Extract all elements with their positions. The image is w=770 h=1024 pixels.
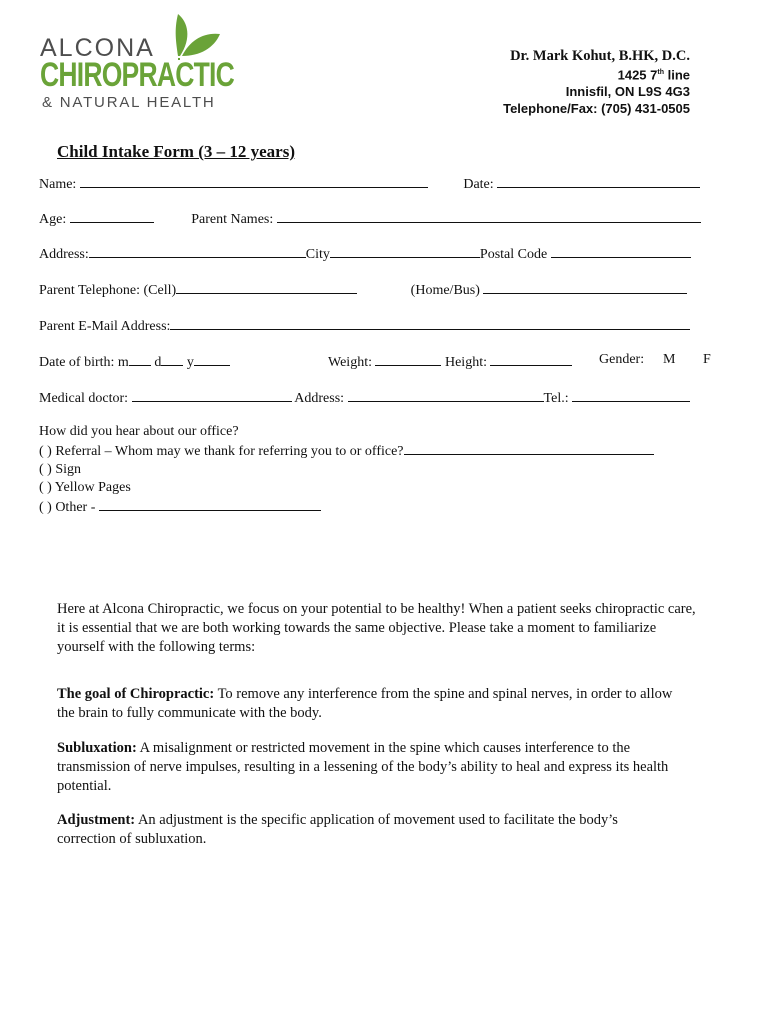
- clinic-address: 1425 7th line: [617, 67, 690, 83]
- name-field[interactable]: [80, 174, 428, 188]
- leaf-icon: [170, 12, 226, 60]
- clinic-phone: Telephone/Fax: (705) 431-0505: [503, 101, 690, 117]
- dob-y-label: y: [186, 355, 194, 370]
- term-adjustment-title: Adjustment:: [57, 812, 136, 828]
- doctor-address-field[interactable]: [348, 388, 544, 402]
- doctor-tel-label: Tel.:: [543, 391, 569, 406]
- date-label: Date:: [463, 177, 494, 192]
- referral-option-yellow-pages[interactable]: ( ) Yellow Pages: [39, 480, 131, 495]
- age-row: [39, 209, 719, 228]
- logo-alcona: ALCONA: [40, 34, 155, 62]
- term-adjustment: Adjustment: An adjustment is the specific application of movement used to facilitate the body’s correction of subluxation.: [57, 812, 618, 847]
- email-label: Parent E-Mail Address:: [39, 319, 171, 334]
- gender-m-option[interactable]: M: [663, 352, 676, 367]
- doctor-name: Dr. Mark Kohut, B.HK, D.C.: [510, 48, 690, 64]
- height-field[interactable]: [490, 352, 572, 366]
- address-row: [39, 244, 719, 263]
- intro-paragraph: Here at Alcona Chiropractic, we focus on your potential to be healthy! When a patient seeks chiropractic care, it is essential that we are both working towards the same objective. Please take a moment to familiarize yourself with the following terms:: [57, 601, 696, 655]
- dob-day-field[interactable]: [161, 352, 183, 366]
- term-subluxation: Subluxation: A misalignment or restricted movement in the spine which causes interference to the transmission of nerve impulses, resulting in a lessening of the body’s ability to heal and express its health potential.: [57, 740, 669, 794]
- email-field[interactable]: [170, 316, 690, 330]
- gender-f-option[interactable]: F: [703, 352, 711, 367]
- age-label: Age:: [39, 212, 67, 227]
- dob-d-label: d: [154, 355, 162, 370]
- address-field[interactable]: [89, 244, 306, 258]
- postal-field[interactable]: [551, 244, 691, 258]
- weight-label: Weight:: [328, 355, 372, 370]
- date-field[interactable]: [497, 174, 700, 188]
- email-row: [39, 316, 719, 335]
- logo: [40, 12, 234, 112]
- dob-month-field[interactable]: [129, 352, 151, 366]
- referral-question: How did you hear about our office?: [39, 424, 239, 439]
- name-row: [39, 174, 719, 193]
- clinic-header: [390, 47, 690, 117]
- dob-year-field[interactable]: [194, 352, 230, 366]
- referral-option-referral[interactable]: ( ) Referral – Whom may we thank for referring you to or office?: [39, 441, 719, 461]
- address-label: Address:: [39, 247, 89, 262]
- logo-chiropractic: CHIROPRACTIC: [40, 56, 234, 94]
- referral-option-sign[interactable]: ( ) Sign: [39, 462, 81, 477]
- medical-doctor-field[interactable]: [132, 388, 292, 402]
- phone-row: [39, 280, 719, 299]
- parent-names-field[interactable]: [277, 209, 701, 223]
- doctor-address-label: Address:: [294, 391, 345, 406]
- weight-row: [328, 352, 572, 371]
- postal-label: Postal Code: [479, 247, 548, 262]
- term-goal-title: The goal of Chiropractic:: [57, 686, 215, 702]
- form-title: Child Intake Form (3 – 12 years): [57, 142, 295, 161]
- parent-tel-label: Parent Telephone: (Cell): [39, 283, 177, 298]
- height-label: Height:: [444, 355, 487, 370]
- referral-section: [39, 423, 719, 517]
- logo-natural-health: & NATURAL HEALTH: [42, 94, 216, 111]
- parent-tel-field[interactable]: [176, 280, 357, 294]
- city-label: City: [305, 247, 330, 262]
- parent-names-label: Parent Names:: [191, 212, 274, 227]
- home-bus-field[interactable]: [483, 280, 687, 294]
- term-goal: The goal of Chiropractic: To remove any interference from the spine and spinal nerves, in order to allow the brain to fully communicate with the body.: [57, 686, 673, 721]
- home-bus-label: (Home/Bus): [410, 283, 480, 298]
- name-label: Name:: [39, 177, 77, 192]
- referral-name-field[interactable]: [404, 441, 654, 455]
- doctor-row: [39, 388, 719, 407]
- clinic-city: Innisfil, ON L9S 4G3: [565, 84, 690, 100]
- gender-label: Gender:: [599, 352, 645, 367]
- dob-label: Date of birth: m: [39, 355, 129, 370]
- city-field[interactable]: [330, 244, 480, 258]
- medical-doctor-label: Medical doctor:: [39, 391, 129, 406]
- weight-field[interactable]: [375, 352, 441, 366]
- doctor-tel-field[interactable]: [572, 388, 690, 402]
- referral-option-other[interactable]: ( ) Other -: [39, 497, 719, 517]
- term-subluxation-title: Subluxation:: [57, 740, 137, 756]
- other-field[interactable]: [99, 497, 321, 511]
- age-field[interactable]: [70, 209, 154, 223]
